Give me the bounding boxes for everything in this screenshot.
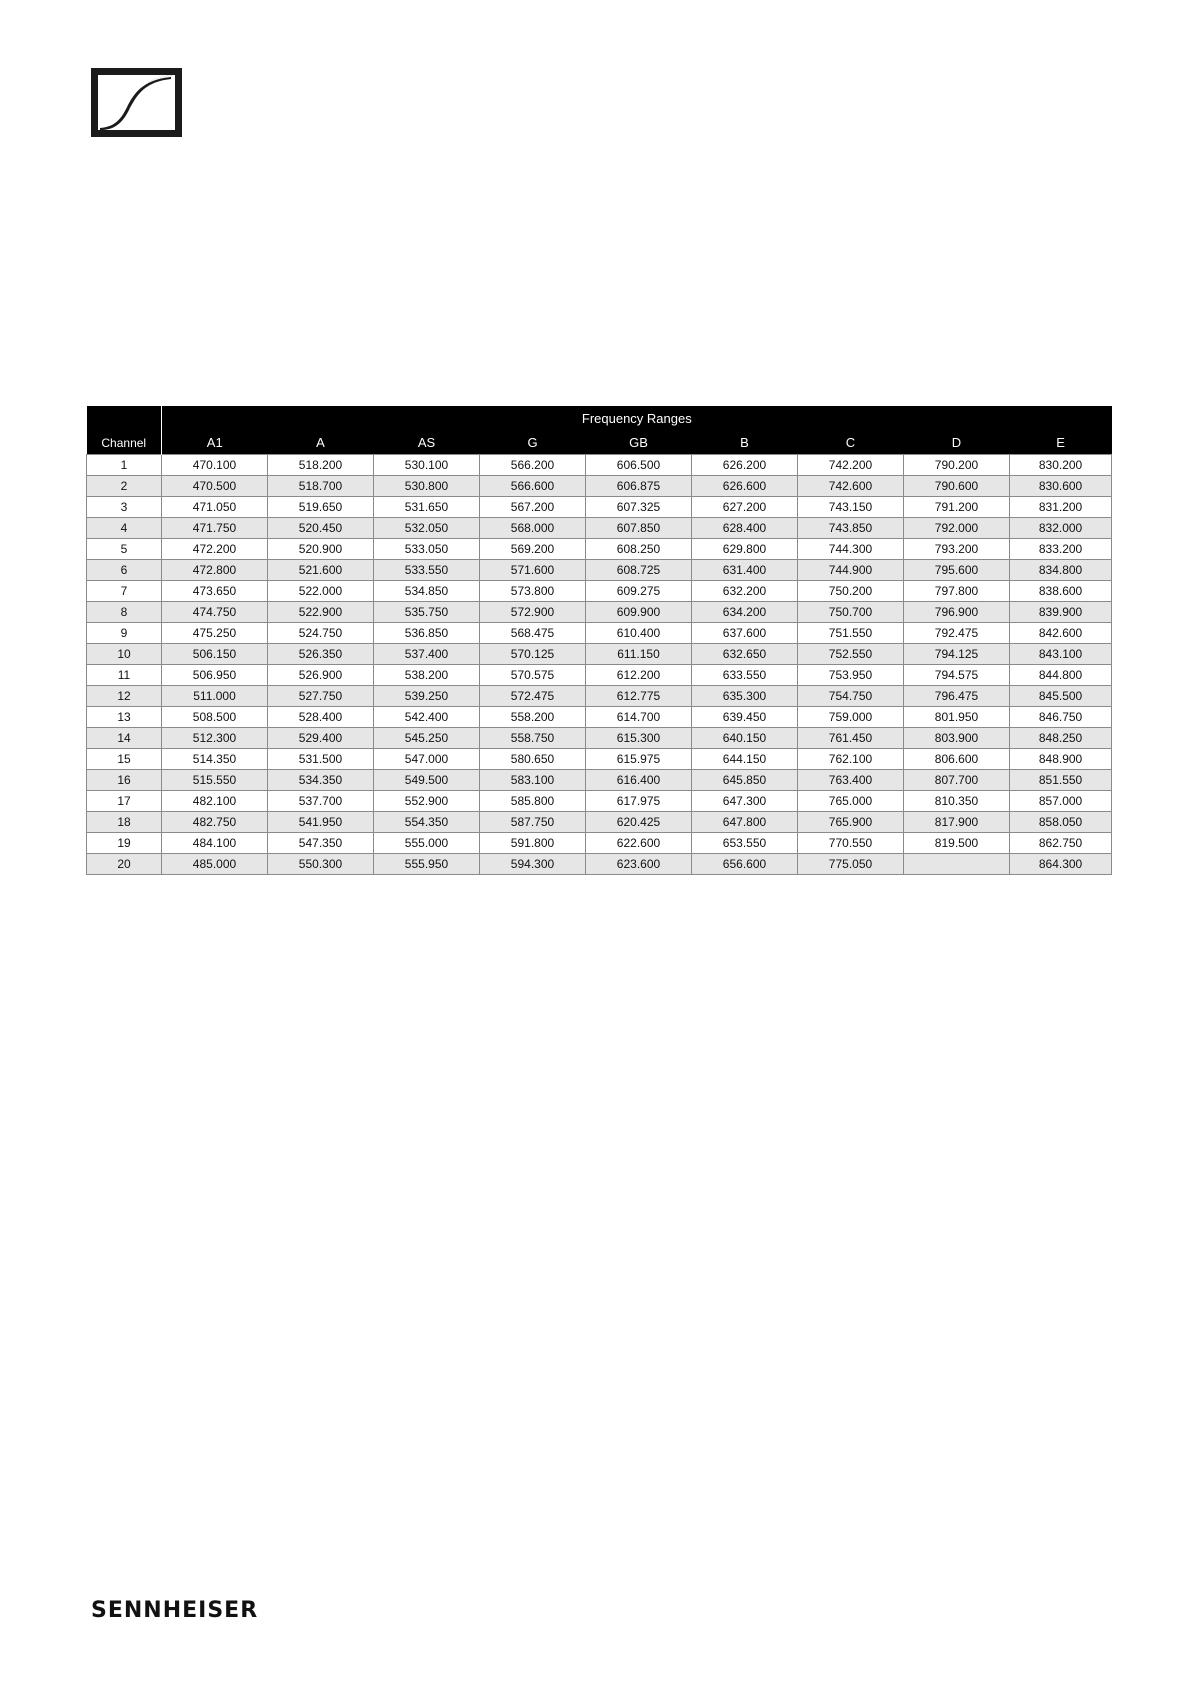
channel-cell: 8 [87, 602, 162, 623]
frequency-cell: 611.150 [586, 644, 692, 665]
frequency-cell: 533.050 [374, 539, 480, 560]
table-row [87, 644, 1112, 665]
frequency-cell: 743.850 [798, 518, 904, 539]
frequency-cell: 797.800 [904, 581, 1010, 602]
frequency-cell: 653.550 [692, 833, 798, 854]
table-row [87, 623, 1112, 644]
channel-cell: 10 [87, 644, 162, 665]
frequency-cell: 514.350 [162, 749, 268, 770]
frequency-cell: 550.300 [268, 854, 374, 875]
frequency-cell: 775.050 [798, 854, 904, 875]
frequency-cell: 750.700 [798, 602, 904, 623]
frequency-cell: 475.250 [162, 623, 268, 644]
frequency-cell: 609.275 [586, 581, 692, 602]
frequency-cell: 639.450 [692, 707, 798, 728]
channel-cell: 5 [87, 539, 162, 560]
frequency-cell: 770.550 [798, 833, 904, 854]
frequency-cell: 537.700 [268, 791, 374, 812]
table-row [87, 455, 1112, 476]
frequency-cell: 518.700 [268, 476, 374, 497]
frequency-cell: 506.950 [162, 665, 268, 686]
column-header-g: G [480, 430, 586, 455]
table-row [87, 728, 1112, 749]
column-header-gb: GB [586, 430, 692, 455]
frequency-cell: 606.500 [586, 455, 692, 476]
channel-cell: 6 [87, 560, 162, 581]
table-row [87, 602, 1112, 623]
frequency-cell: 506.150 [162, 644, 268, 665]
frequency-cell: 791.200 [904, 497, 1010, 518]
frequency-cell: 485.000 [162, 854, 268, 875]
frequency-cell: 515.550 [162, 770, 268, 791]
frequency-cell: 627.200 [692, 497, 798, 518]
frequency-cell: 610.400 [586, 623, 692, 644]
frequency-cell: 558.200 [480, 707, 586, 728]
frequency-cell: 761.450 [798, 728, 904, 749]
frequency-cell: 545.250 [374, 728, 480, 749]
frequency-cell: 566.200 [480, 455, 586, 476]
table-row [87, 476, 1112, 497]
frequency-cell: 607.850 [586, 518, 692, 539]
frequency-cell: 633.550 [692, 665, 798, 686]
channel-cell: 4 [87, 518, 162, 539]
table-row [87, 518, 1112, 539]
sennheiser-logo-icon [91, 68, 182, 137]
frequency-cell: 484.100 [162, 833, 268, 854]
frequency-cell: 810.350 [904, 791, 1010, 812]
frequency-ranges-header: Frequency Ranges [162, 406, 1112, 430]
frequency-cell: 620.425 [586, 812, 692, 833]
frequency-cell: 533.550 [374, 560, 480, 581]
frequency-cell: 526.900 [268, 665, 374, 686]
frequency-cell: 524.750 [268, 623, 374, 644]
frequency-cell: 832.000 [1010, 518, 1112, 539]
frequency-cell: 744.300 [798, 539, 904, 560]
table-row [87, 833, 1112, 854]
frequency-cell: 834.800 [1010, 560, 1112, 581]
frequency-cell: 762.100 [798, 749, 904, 770]
frequency-cell: 470.500 [162, 476, 268, 497]
frequency-cell: 538.200 [374, 665, 480, 686]
frequency-cell: 632.200 [692, 581, 798, 602]
sennheiser-wordmark: SENNHEISER [91, 1598, 259, 1623]
frequency-cell: 542.400 [374, 707, 480, 728]
frequency-cell: 552.900 [374, 791, 480, 812]
frequency-cell: 615.975 [586, 749, 692, 770]
frequency-cell: 567.200 [480, 497, 586, 518]
frequency-cell: 742.200 [798, 455, 904, 476]
table-row [87, 854, 1112, 875]
frequency-cell: 472.200 [162, 539, 268, 560]
frequency-cell: 801.950 [904, 707, 1010, 728]
frequency-cell: 616.400 [586, 770, 692, 791]
frequency-cell: 591.800 [480, 833, 586, 854]
frequency-cell: 844.800 [1010, 665, 1112, 686]
frequency-cell: 555.950 [374, 854, 480, 875]
frequency-cell: 864.300 [1010, 854, 1112, 875]
frequency-cell: 482.100 [162, 791, 268, 812]
frequency-cell: 862.750 [1010, 833, 1112, 854]
frequency-cell: 796.900 [904, 602, 1010, 623]
channel-cell: 19 [87, 833, 162, 854]
column-header-c: C [798, 430, 904, 455]
table-row [87, 791, 1112, 812]
frequency-cell: 851.550 [1010, 770, 1112, 791]
table-row [87, 560, 1112, 581]
frequency-cell: 594.300 [480, 854, 586, 875]
frequency-cell: 763.400 [798, 770, 904, 791]
frequency-cell: 554.350 [374, 812, 480, 833]
frequency-cell: 572.475 [480, 686, 586, 707]
frequency-cell: 573.800 [480, 581, 586, 602]
frequency-cell: 521.600 [268, 560, 374, 581]
frequency-cell: 520.900 [268, 539, 374, 560]
frequency-cell: 519.650 [268, 497, 374, 518]
frequency-cell: 568.475 [480, 623, 586, 644]
frequency-cell: 587.750 [480, 812, 586, 833]
frequency-cell: 482.750 [162, 812, 268, 833]
frequency-cell: 471.050 [162, 497, 268, 518]
frequency-cell: 530.100 [374, 455, 480, 476]
frequency-cell: 526.350 [268, 644, 374, 665]
channel-cell: 18 [87, 812, 162, 833]
frequency-cell: 796.475 [904, 686, 1010, 707]
frequency-cell: 530.800 [374, 476, 480, 497]
frequency-cell: 842.600 [1010, 623, 1112, 644]
frequency-cell: 580.650 [480, 749, 586, 770]
frequency-cell: 742.600 [798, 476, 904, 497]
frequency-cell: 647.800 [692, 812, 798, 833]
frequency-cell: 750.200 [798, 581, 904, 602]
frequency-cell: 831.200 [1010, 497, 1112, 518]
frequency-cell: 520.450 [268, 518, 374, 539]
channel-cell: 3 [87, 497, 162, 518]
frequency-cell: 532.050 [374, 518, 480, 539]
frequency-cell: 807.700 [904, 770, 1010, 791]
frequency-cell: 632.650 [692, 644, 798, 665]
channel-cell: 13 [87, 707, 162, 728]
frequency-cell: 471.750 [162, 518, 268, 539]
table-row [87, 770, 1112, 791]
frequency-cell: 793.200 [904, 539, 1010, 560]
frequency-cell: 537.400 [374, 644, 480, 665]
frequency-cell: 622.600 [586, 833, 692, 854]
frequency-cell: 570.575 [480, 665, 586, 686]
channel-cell: 14 [87, 728, 162, 749]
frequency-cell: 522.000 [268, 581, 374, 602]
frequency-cell: 744.900 [798, 560, 904, 581]
frequency-cell: 626.600 [692, 476, 798, 497]
frequency-cell: 838.600 [1010, 581, 1112, 602]
frequency-cell: 522.900 [268, 602, 374, 623]
channel-cell: 7 [87, 581, 162, 602]
frequency-cell: 790.600 [904, 476, 1010, 497]
frequency-cell: 858.050 [1010, 812, 1112, 833]
column-header-b: B [692, 430, 798, 455]
frequency-cell: 845.500 [1010, 686, 1112, 707]
frequency-cell: 629.800 [692, 539, 798, 560]
frequency-cell: 615.300 [586, 728, 692, 749]
frequency-cell: 572.900 [480, 602, 586, 623]
frequency-cell: 555.000 [374, 833, 480, 854]
table-row [87, 707, 1112, 728]
frequency-cell: 833.200 [1010, 539, 1112, 560]
frequency-cell: 585.800 [480, 791, 586, 812]
channel-cell: 9 [87, 623, 162, 644]
table-row [87, 749, 1112, 770]
frequency-cell: 607.325 [586, 497, 692, 518]
frequency-cell: 534.350 [268, 770, 374, 791]
frequency-cell: 752.550 [798, 644, 904, 665]
frequency-cell: 606.875 [586, 476, 692, 497]
frequency-cell: 512.300 [162, 728, 268, 749]
channel-column-header: Channel [87, 406, 162, 455]
frequency-cell: 640.150 [692, 728, 798, 749]
frequency-cell: 626.200 [692, 455, 798, 476]
frequency-cell: 803.900 [904, 728, 1010, 749]
frequency-cell: 549.500 [374, 770, 480, 791]
column-header-as: AS [374, 430, 480, 455]
frequency-cell: 846.750 [1010, 707, 1112, 728]
frequency-cell: 539.250 [374, 686, 480, 707]
frequency-cell: 547.000 [374, 749, 480, 770]
frequency-cell: 547.350 [268, 833, 374, 854]
frequency-cell: 612.775 [586, 686, 692, 707]
frequency-cell: 848.250 [1010, 728, 1112, 749]
channel-cell: 12 [87, 686, 162, 707]
frequency-cell: 848.900 [1010, 749, 1112, 770]
channel-cell: 2 [87, 476, 162, 497]
frequency-cell: 531.500 [268, 749, 374, 770]
channel-cell: 15 [87, 749, 162, 770]
table-row [87, 581, 1112, 602]
table-row [87, 686, 1112, 707]
frequency-cell: 843.100 [1010, 644, 1112, 665]
frequency-cell: 794.575 [904, 665, 1010, 686]
frequency-cell: 645.850 [692, 770, 798, 791]
table-row [87, 812, 1112, 833]
frequency-cell: 569.200 [480, 539, 586, 560]
frequency-cell: 765.900 [798, 812, 904, 833]
frequency-cell: 508.500 [162, 707, 268, 728]
frequency-cell: 647.300 [692, 791, 798, 812]
frequency-cell: 531.650 [374, 497, 480, 518]
frequency-cell: 753.950 [798, 665, 904, 686]
channel-cell: 1 [87, 455, 162, 476]
frequency-cell: 518.200 [268, 455, 374, 476]
frequency-cell: 819.500 [904, 833, 1010, 854]
frequency-cell: 527.750 [268, 686, 374, 707]
frequency-cell: 609.900 [586, 602, 692, 623]
frequency-cell: 765.000 [798, 791, 904, 812]
frequency-cell: 511.000 [162, 686, 268, 707]
frequency-cell: 656.600 [692, 854, 798, 875]
frequency-cell: 754.750 [798, 686, 904, 707]
frequency-cell: 792.475 [904, 623, 1010, 644]
frequency-cell: 635.300 [692, 686, 798, 707]
table-body [87, 455, 1112, 875]
frequency-cell: 637.600 [692, 623, 798, 644]
frequency-cell: 794.125 [904, 644, 1010, 665]
frequency-cell: 470.100 [162, 455, 268, 476]
frequency-table [86, 406, 1112, 875]
frequency-cell: 614.700 [586, 707, 692, 728]
table-row [87, 665, 1112, 686]
frequency-cell: 617.975 [586, 791, 692, 812]
frequency-cell: 634.200 [692, 602, 798, 623]
frequency-cell: 535.750 [374, 602, 480, 623]
frequency-cell: 830.600 [1010, 476, 1112, 497]
frequency-cell [904, 854, 1010, 875]
frequency-cell: 612.200 [586, 665, 692, 686]
frequency-cell: 623.600 [586, 854, 692, 875]
frequency-cell: 568.000 [480, 518, 586, 539]
frequency-cell: 792.000 [904, 518, 1010, 539]
frequency-cell: 830.200 [1010, 455, 1112, 476]
table-column-header-row [87, 430, 1112, 455]
frequency-cell: 583.100 [480, 770, 586, 791]
channel-cell: 20 [87, 854, 162, 875]
column-header-e: E [1010, 430, 1112, 455]
frequency-cell: 839.900 [1010, 602, 1112, 623]
frequency-cell: 472.800 [162, 560, 268, 581]
frequency-cell: 628.400 [692, 518, 798, 539]
frequency-cell: 759.000 [798, 707, 904, 728]
frequency-cell: 566.600 [480, 476, 586, 497]
frequency-cell: 817.900 [904, 812, 1010, 833]
table-row [87, 497, 1112, 518]
frequency-cell: 571.600 [480, 560, 586, 581]
frequency-cell: 558.750 [480, 728, 586, 749]
frequency-cell: 608.250 [586, 539, 692, 560]
frequency-cell: 608.725 [586, 560, 692, 581]
table-group-header-row [87, 406, 1112, 430]
frequency-cell: 806.600 [904, 749, 1010, 770]
channel-cell: 17 [87, 791, 162, 812]
frequency-cell: 644.150 [692, 749, 798, 770]
frequency-cell: 570.125 [480, 644, 586, 665]
frequency-cell: 751.550 [798, 623, 904, 644]
frequency-cell: 857.000 [1010, 791, 1112, 812]
column-header-a: A [268, 430, 374, 455]
frequency-cell: 631.400 [692, 560, 798, 581]
column-header-a1: A1 [162, 430, 268, 455]
frequency-cell: 529.400 [268, 728, 374, 749]
channel-cell: 16 [87, 770, 162, 791]
column-header-d: D [904, 430, 1010, 455]
frequency-cell: 541.950 [268, 812, 374, 833]
frequency-cell: 473.650 [162, 581, 268, 602]
frequency-cell: 743.150 [798, 497, 904, 518]
frequency-cell: 795.600 [904, 560, 1010, 581]
frequency-cell: 534.850 [374, 581, 480, 602]
frequency-cell: 790.200 [904, 455, 1010, 476]
frequency-cell: 474.750 [162, 602, 268, 623]
frequency-cell: 528.400 [268, 707, 374, 728]
table-row [87, 539, 1112, 560]
channel-cell: 11 [87, 665, 162, 686]
frequency-cell: 536.850 [374, 623, 480, 644]
